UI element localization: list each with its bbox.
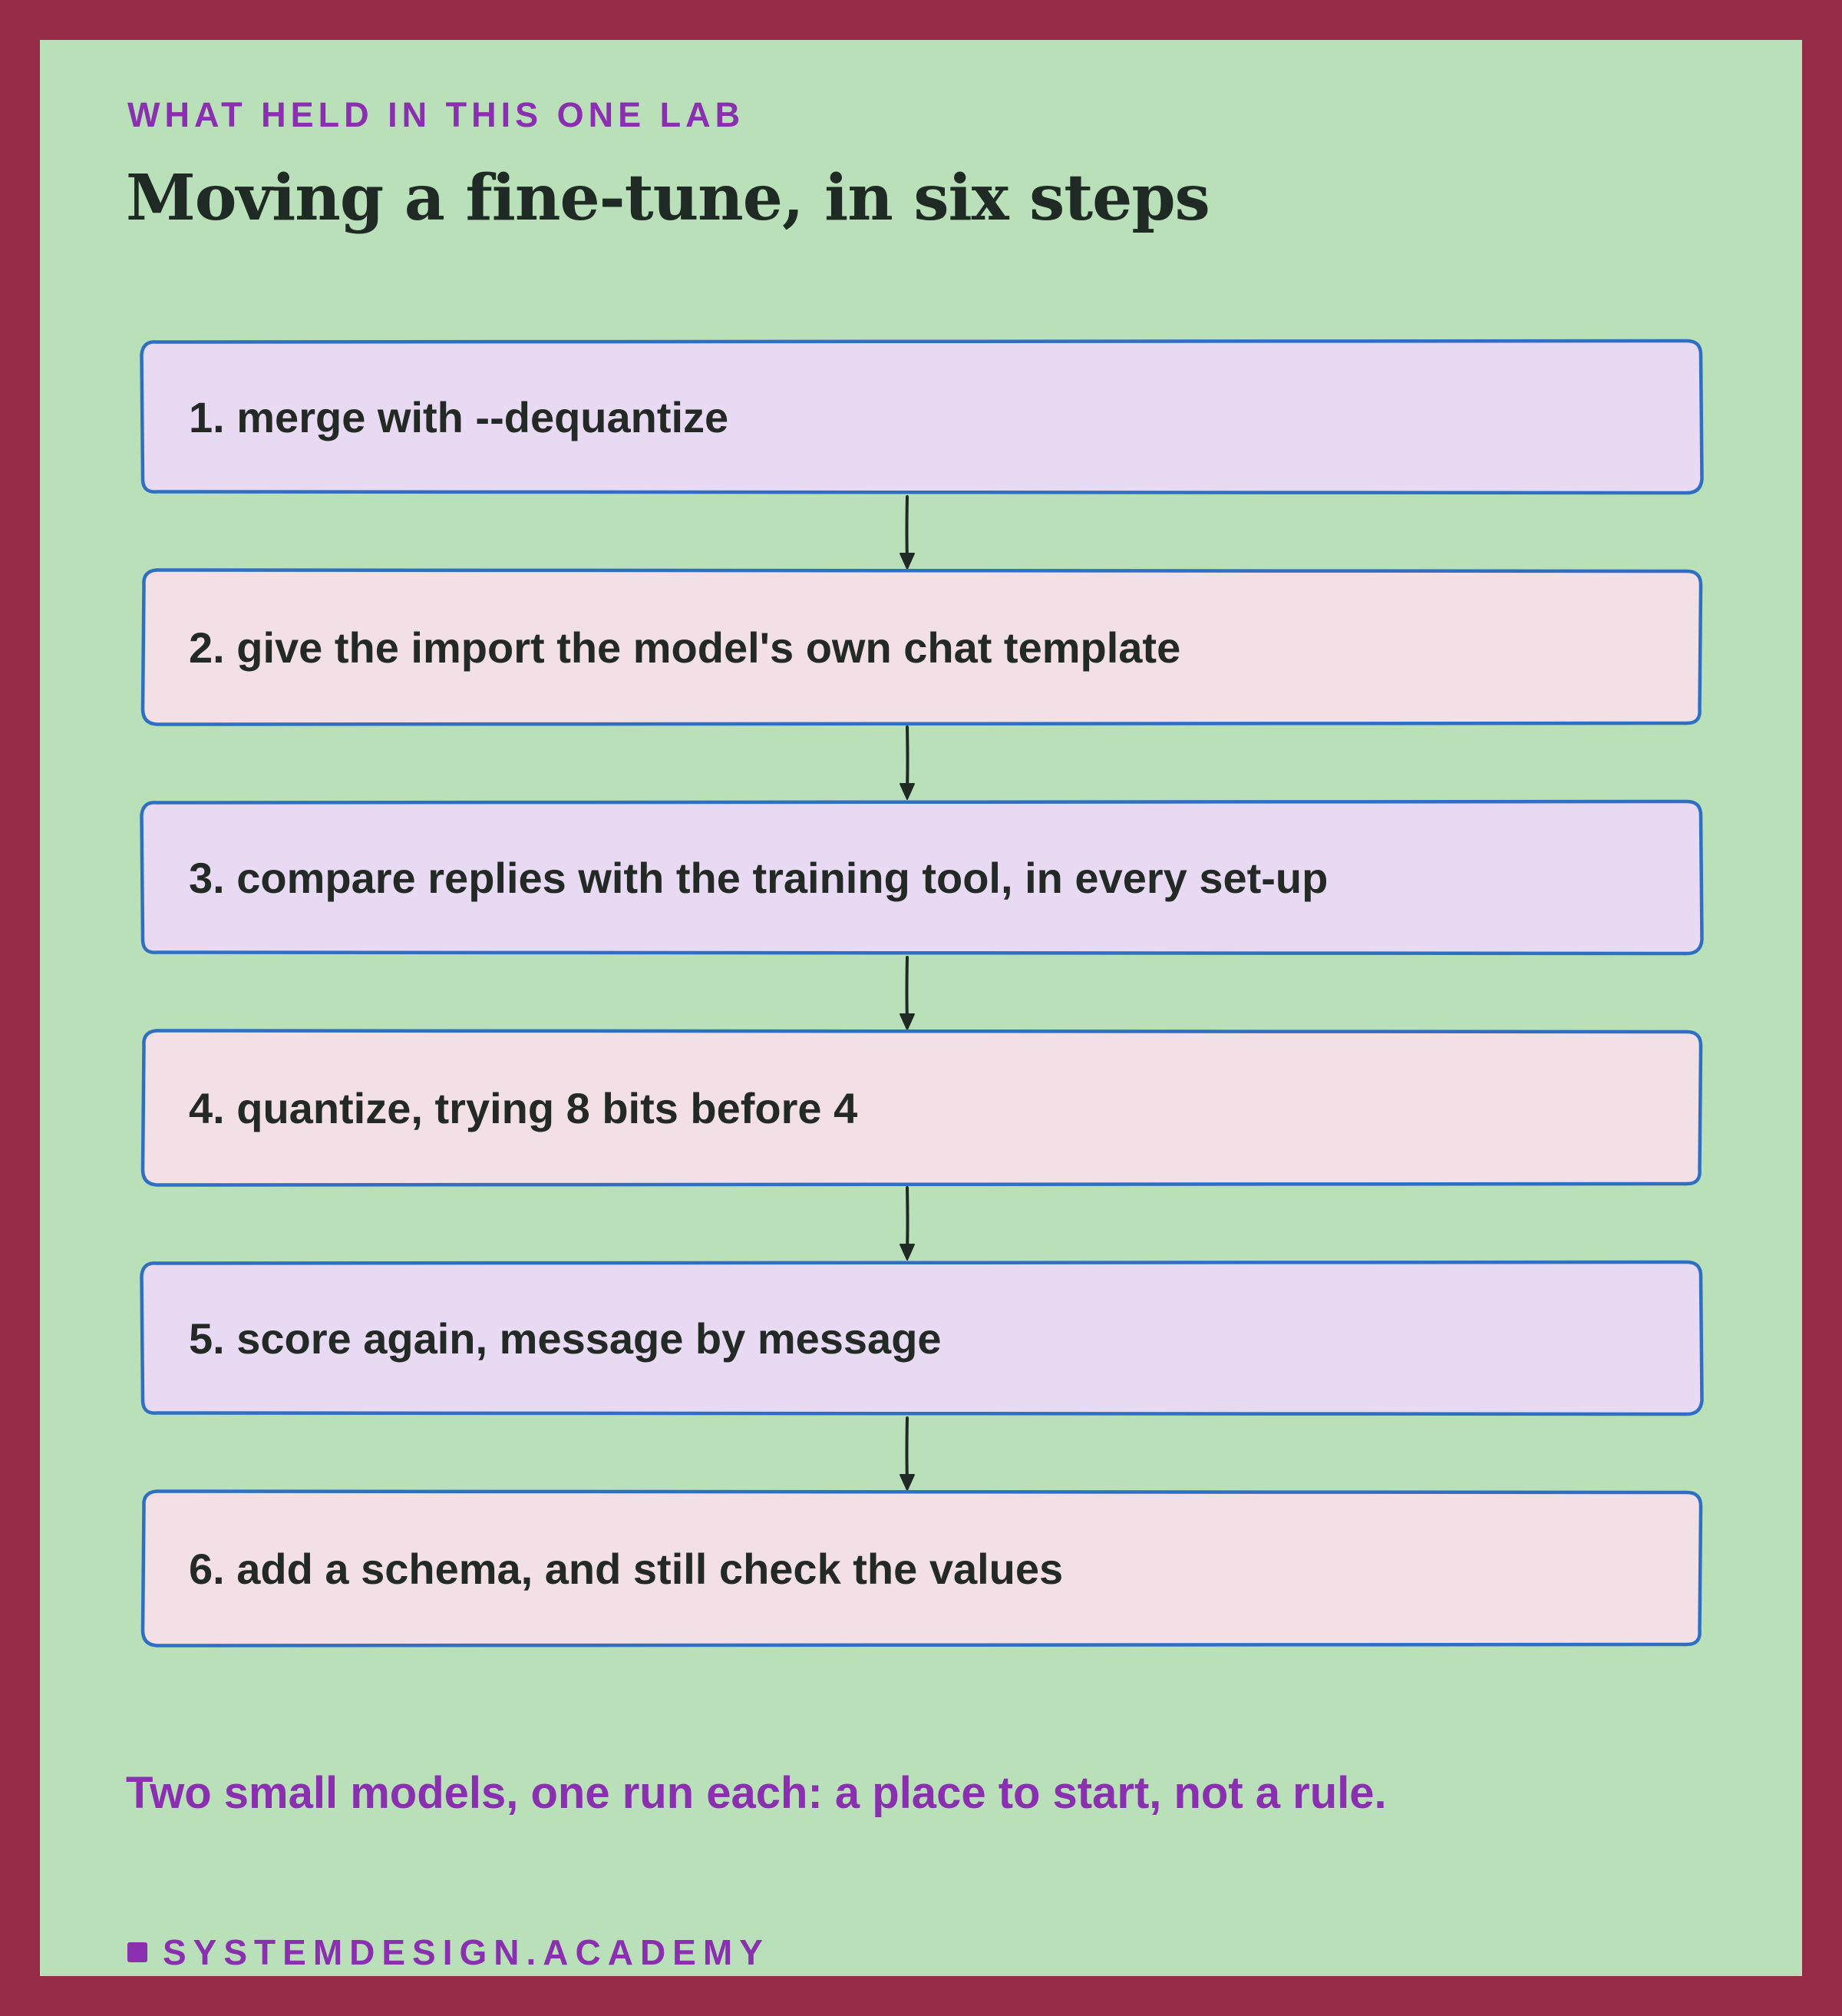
step-label: 3. compare replies with the training tool, in every set-up xyxy=(189,853,1329,902)
step-box-6 xyxy=(143,1492,1701,1644)
down-arrow-icon xyxy=(898,494,916,571)
down-arrow-icon xyxy=(898,725,916,801)
step-label: 5. score again, message by message xyxy=(189,1314,942,1363)
step-box-2 xyxy=(143,571,1701,723)
step-box-3 xyxy=(143,801,1701,953)
step-label: 4. quantize, trying 8 bits before 4 xyxy=(189,1083,858,1132)
down-arrow-icon xyxy=(898,1416,916,1492)
step-flowchart xyxy=(40,40,1802,1976)
step-label: 6. add a schema, and still check the values xyxy=(189,1544,1064,1593)
down-arrow-icon xyxy=(898,1185,916,1262)
brand-wordmark: SYSTEMDESIGN.ACADEMY xyxy=(163,1932,770,1972)
step-box-1 xyxy=(143,341,1701,493)
step-box-5 xyxy=(143,1262,1701,1414)
down-arrow-icon xyxy=(898,955,916,1032)
step-box-4 xyxy=(143,1032,1701,1184)
takeaway-note: Two small models, one run each: a place to start, not a rule. xyxy=(126,1768,1387,1818)
step-label: 2. give the import the model's own chat template xyxy=(189,623,1181,672)
footer-brand xyxy=(127,1932,770,1973)
page-title: Moving a fine-tune, in six steps xyxy=(126,161,1210,235)
card-panel xyxy=(40,40,1802,1976)
eyebrow-label: WHAT HELD IN THIS ONE LAB xyxy=(127,95,745,134)
step-label: 1. merge with --dequantize xyxy=(189,392,729,441)
square-bullet-icon xyxy=(127,1942,147,1962)
